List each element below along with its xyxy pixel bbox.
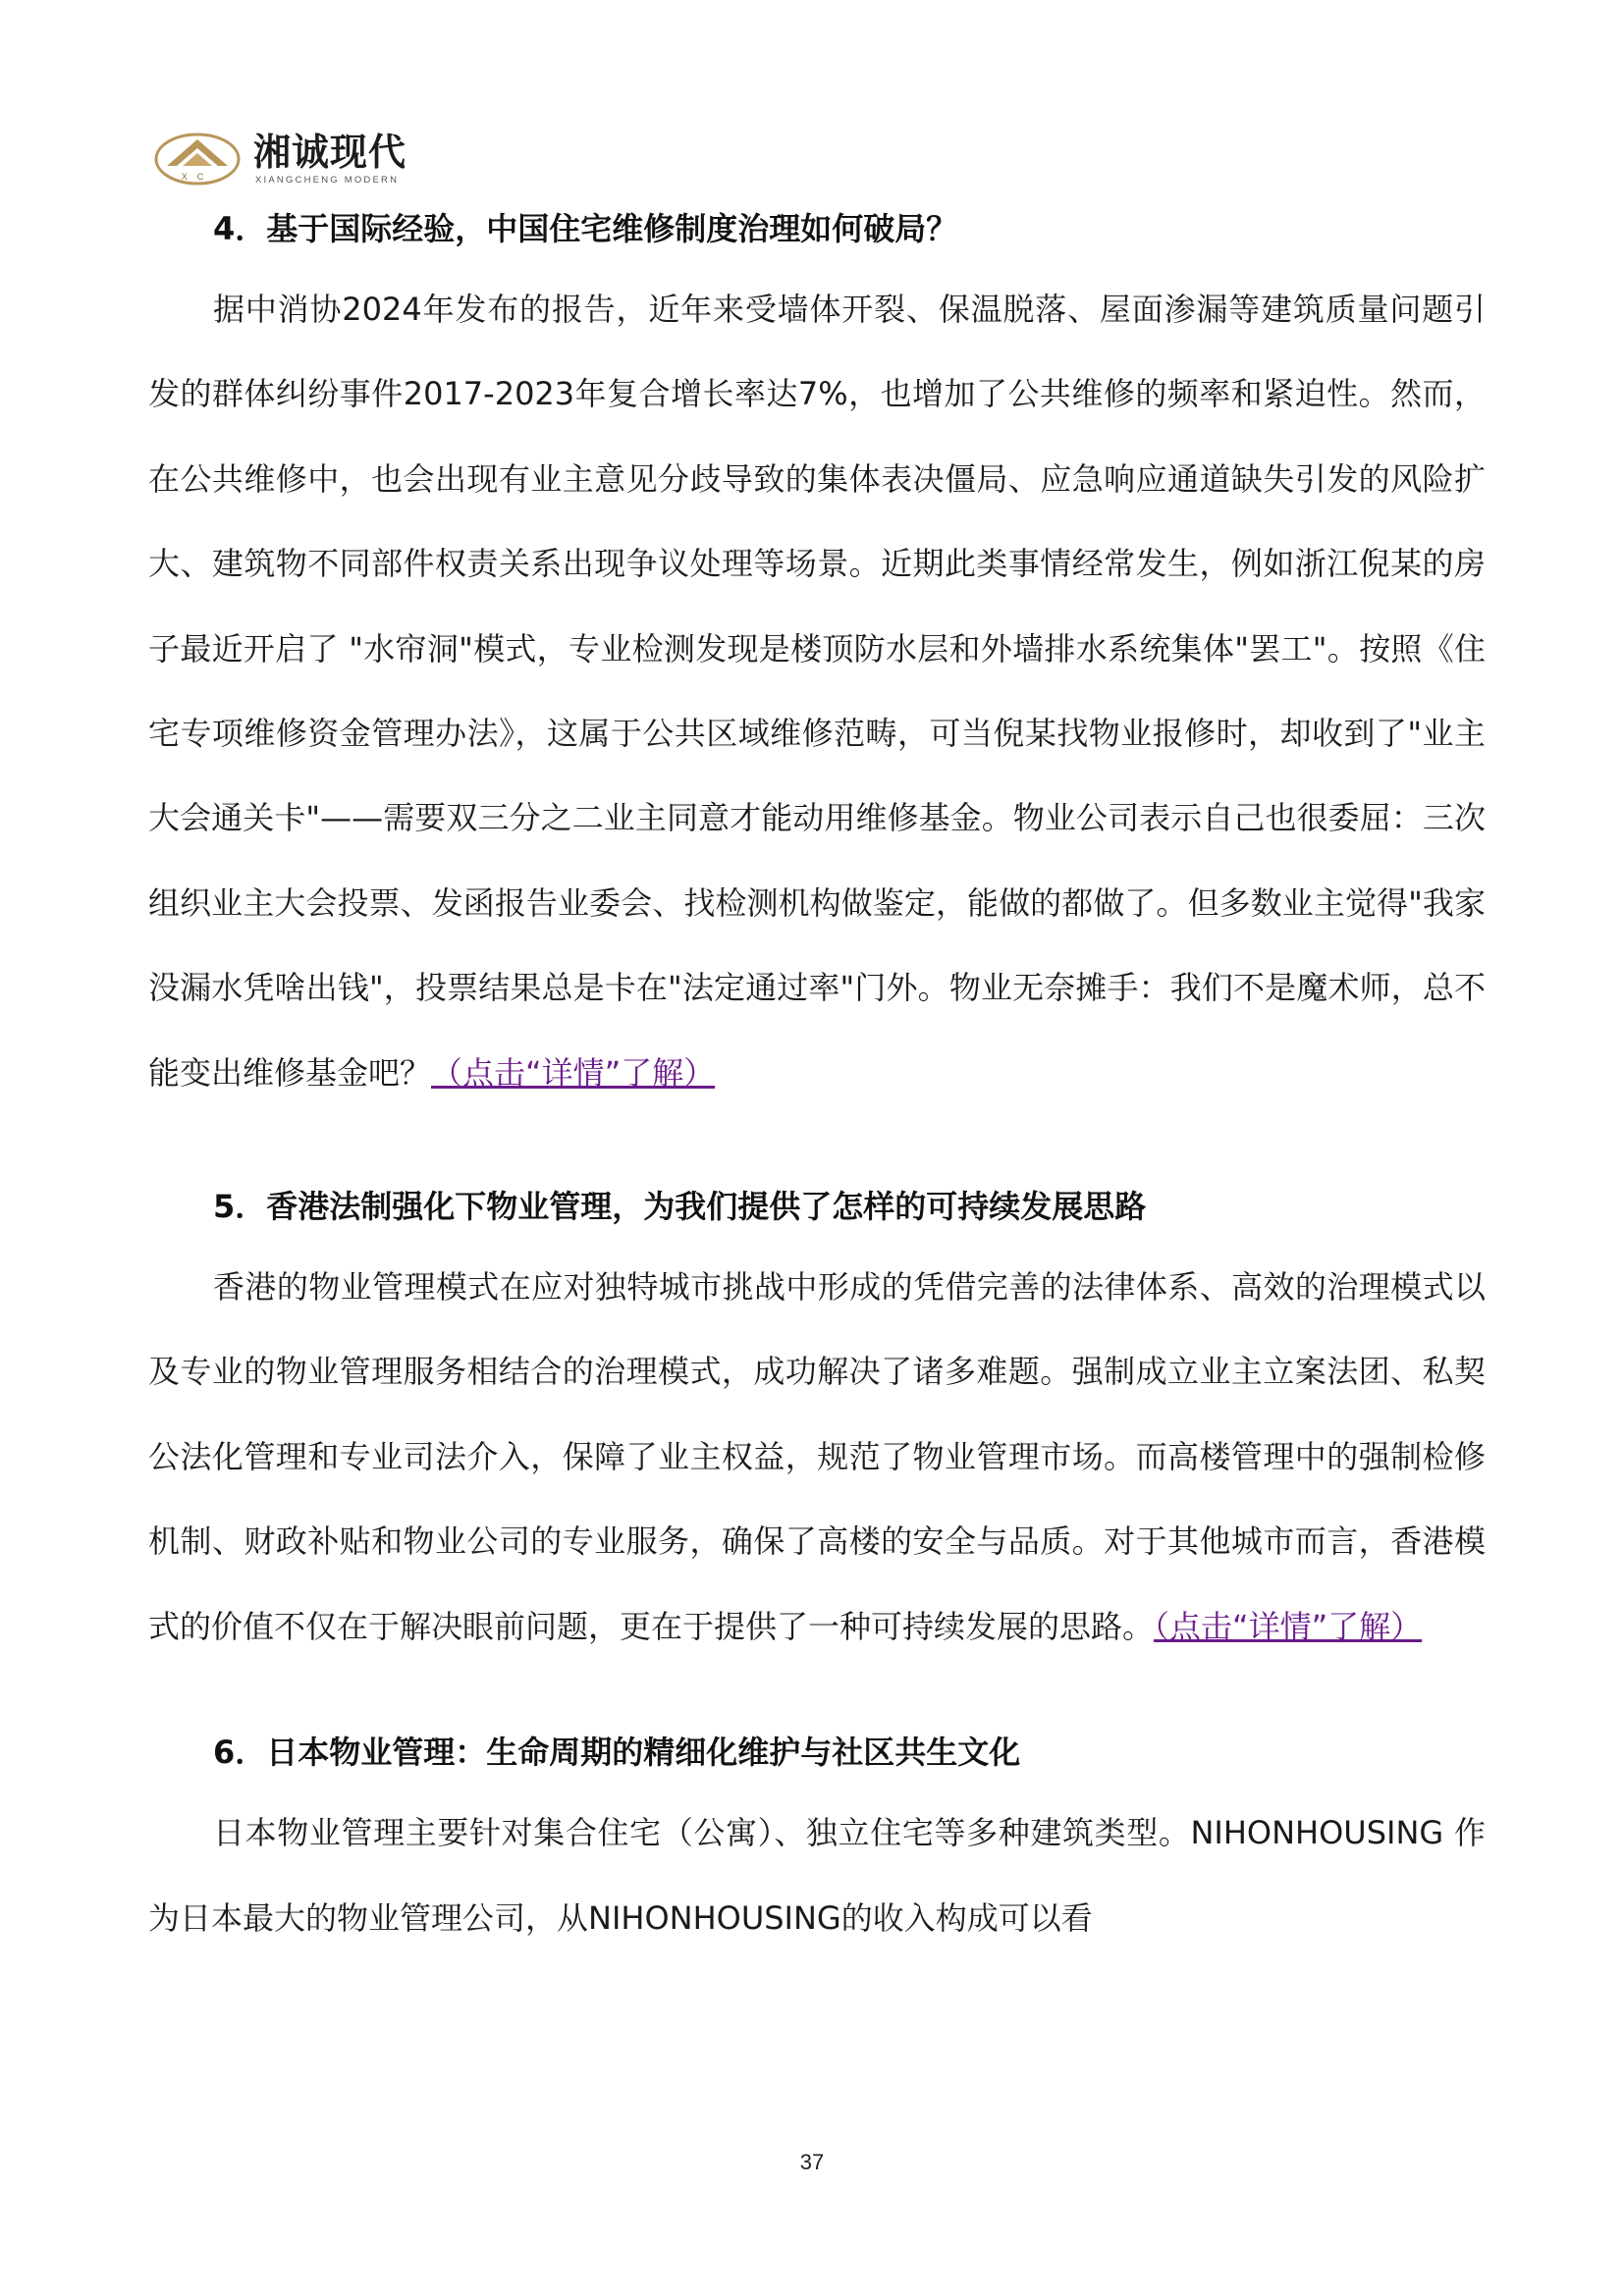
- section-4-paragraph: [148, 267, 1486, 1115]
- logo-english-name: XIANGCHENG MODERN: [255, 175, 400, 186]
- page-number: 37: [799, 2150, 825, 2174]
- logo-emblem-icon: [153, 130, 242, 188]
- section-4-heading: 4．基于国际经验，中国住宅维修制度治理如何破局？: [213, 210, 958, 247]
- logo-mark-text: XC: [181, 172, 214, 182]
- document-body: [148, 196, 1486, 1960]
- section-4-text: 据中消协2024年发布的报告，近年来受墙体开裂、保温脱落、屋面渗漏等建筑质量问题引发的群体纠纷事件2017-2023年复合增长率达7%，也增加了公共维修的频率和紧迫性。然而，在公共维修中，也会出现有业主意见分歧导致的集体表决僵局、应急响应通道缺失引发的风险扩大、建筑物不同部件权责关系出现争议处理等场景。近期此类事情经常发生，例如浙江倪某的房子最近开启了 "水帘洞"模式，专业检测发现是楼顶防水层和外墙排水系统集体"罢工"。按照《住宅专项维修资金管理办法》，这属于公共区域维修范畴，可当倪某找物业报修时，却收到了"业主大会通关卡"——需要双三分之二业主同意才能动用维修基金。物业公司表示自己也很委屈：三次组织业主大会投票、发函报告业委会、找检测机构做鉴定，能做的都做了。但多数业主觉得"我家没漏水凭啥出钱"，投票结果总是卡在"法定通过率"门外。物业无奈摊手：我们不是魔术师，总不能变出维修基金吧？: [148, 291, 1486, 1092]
- company-logo: [153, 126, 428, 196]
- section-5-paragraph: [148, 1245, 1486, 1669]
- section-6-paragraph: [148, 1790, 1486, 1960]
- section-6-text: 日本物业管理主要针对集合住宅（公寓）、独立住宅等多种建筑类型。NIHONHOUSING 作为日本最大的物业管理公司，从NIHONHOUSING的收入构成可以看: [148, 1814, 1486, 1937]
- section-4-details-link[interactable]: （点击“详情”了解）: [431, 1053, 716, 1092]
- section-5-heading: 5．香港法制强化下物业管理，为我们提供了怎样的可持续发展思路: [213, 1188, 1147, 1226]
- section-5-text: 香港的物业管理模式在应对独特城市挑战中形成的凭借完善的法律体系、高效的治理模式以及专业的物业管理服务相结合的治理模式，成功解决了诸多难题。强制成立业主立案法团、私契公法化管理和专业司法介入，保障了业主权益，规范了物业管理市场。而高楼管理中的强制检修机制、财政补贴和物业公司的专业服务，确保了高楼的安全与品质。对于其他城市而言，香港模式的价值不仅在于解决眼前问题，更在于提供了一种可持续发展的思路。: [148, 1268, 1486, 1645]
- logo-chinese-name: 湘诚现代: [253, 131, 407, 174]
- section-5-details-link[interactable]: （点击“详情”了解）: [1154, 1607, 1423, 1645]
- section-6-heading: 6．日本物业管理：生命周期的精细化维护与社区共生文化: [213, 1734, 1021, 1772]
